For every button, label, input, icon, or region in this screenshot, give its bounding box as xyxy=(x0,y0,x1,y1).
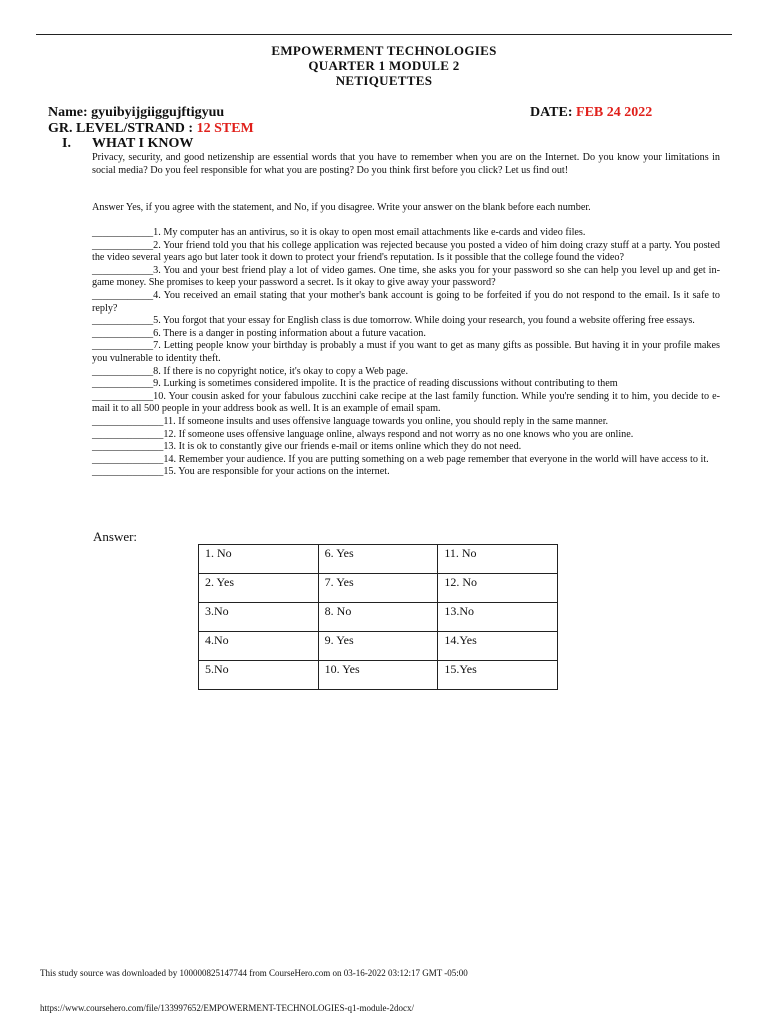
header-topic: NETIQUETTES xyxy=(335,73,433,88)
answer-cell: 5.No xyxy=(199,661,319,690)
table-row xyxy=(199,545,558,574)
answer-cell: 4.No xyxy=(199,632,319,661)
table-row xyxy=(199,603,558,632)
question-item: ____________9. Lurking is sometimes considered impolite. It is the practice of reading discussions without contributing to them xyxy=(92,378,618,390)
question-item: ____________1. My computer has an antivirus, so it is okay to open most email attachments like e-cards and video files. xyxy=(92,227,586,238)
grade-level-row xyxy=(48,121,254,137)
date-label: DATE: xyxy=(530,105,577,120)
header-module: QUARTER 1 MODULE 2 xyxy=(308,58,460,73)
answer-cell: 14.Yes xyxy=(438,632,558,661)
table-row xyxy=(199,661,558,690)
date-value: FEB 24 2022 xyxy=(576,105,653,120)
answer-cell: 15.Yes xyxy=(438,661,558,690)
table-row xyxy=(199,632,558,661)
grade-value: 12 STEM xyxy=(196,121,254,136)
question-item: ______________13. It is ok to constantly give our friends e-mail or items online which they do not need. xyxy=(92,441,522,453)
download-notice: This study source was downloaded by 100000825147744 from CourseHero.com on 03-16-2022 03:12:17 GMT -05:00 xyxy=(40,968,468,978)
grade-label: GR. LEVEL/STRAND : xyxy=(48,121,197,136)
answer-cell: 11. No xyxy=(438,545,558,574)
question-item: ______________12. If someone uses offensive language online, always respond and not worry as no one knows who you are online. xyxy=(92,428,634,440)
question-item: ____________10. Your cousin asked for your fabulous zucchini cake recipe at the last family function. While you're sending it to him, you decide to e-mail it to all 500 people in your address book as well. It is an example of email spam. xyxy=(92,390,720,415)
source-url-link[interactable]: https://www.coursehero.com/file/133997652/EMPOWERMENT-TECHNOLOGIES-q1-module-2docx/ xyxy=(40,1003,415,1013)
name-label: Name: xyxy=(48,105,92,120)
question-item: ____________6. There is a danger in posting information about a future vacation. xyxy=(92,327,426,339)
answer-cell: 10. Yes xyxy=(318,661,438,690)
question-list xyxy=(92,227,720,479)
answer-cell: 7. Yes xyxy=(318,574,438,603)
question-item: ____________8. If there is no copyright notice, it's okay to copy a Web page. xyxy=(92,365,409,377)
intro-paragraph: Privacy, security, and good netizenship are essential words that you have to remember when you are on the Internet. Do you know your limitations in social media? Do you feel responsible for what you are posting? Do you think first before you click? Let us find out! xyxy=(92,152,720,176)
question-item: ____________7. Letting people know your birthday is probably a must if you want to get as many gifts as possible. But having it in your profile makes you vulnerable to identity theft. xyxy=(92,340,720,364)
date-field xyxy=(530,105,652,121)
question-item: ____________3. You and your best friend play a lot of video games. One time, she asks you for your password so she can help you level up and get in-game money. She promises to keep your password a secret. Is it okay to give away your password? xyxy=(92,264,720,289)
answer-cell: 2. Yes xyxy=(199,574,319,603)
instructions-paragraph: Answer Yes, if you agree with the statement, and No, if you disagree. Write your answer on the blank before each number. xyxy=(92,202,591,213)
question-item: ____________2. Your friend told you that his college application was rejected because you posted a video of him doing crazy stuff at a party. You posted the video several years ago but later took it down to protect your friend's reputation. Is it possible that the college found the video? xyxy=(92,239,720,264)
name-value: gyuibyijgiiggujftigyuu xyxy=(91,105,225,120)
question-item: ______________14. Remember your audience. If you are putting something on a web page remember that everyone in the world will have access to it. xyxy=(92,453,709,465)
answer-cell: 12. No xyxy=(438,574,558,603)
answer-cell: 9. Yes xyxy=(318,632,438,661)
answer-cell: 8. No xyxy=(318,603,438,632)
section-number: I. xyxy=(62,136,71,151)
answer-cell: 1. No xyxy=(199,545,319,574)
question-item: ____________5. You forgot that your essay for English class is due tomorrow. While doing your research, you found a website offering free essays. xyxy=(92,315,695,327)
section-title: WHAT I KNOW xyxy=(92,136,194,151)
section-heading xyxy=(62,136,193,152)
answer-cell: 13.No xyxy=(438,603,558,632)
question-item: ____________4. You received an email stating that your mother's bank account is going to be forfeited if you do not respond to the email. Is it safe to reply? xyxy=(92,289,720,314)
header-subject: EMPOWERMENT TECHNOLOGIES xyxy=(271,43,497,58)
question-item: ______________11. If someone insults and uses offensive language towards you online, you should reply in the same manner. xyxy=(92,415,609,427)
answer-table xyxy=(198,544,558,690)
table-row xyxy=(199,574,558,603)
question-item: ______________15. You are responsible for your actions on the internet. xyxy=(92,466,390,478)
answer-cell: 6. Yes xyxy=(318,545,438,574)
answer-label: Answer: xyxy=(93,529,138,544)
student-name-row xyxy=(48,105,668,121)
answer-cell: 3.No xyxy=(199,603,319,632)
document-header xyxy=(0,43,768,88)
top-divider xyxy=(36,34,732,35)
